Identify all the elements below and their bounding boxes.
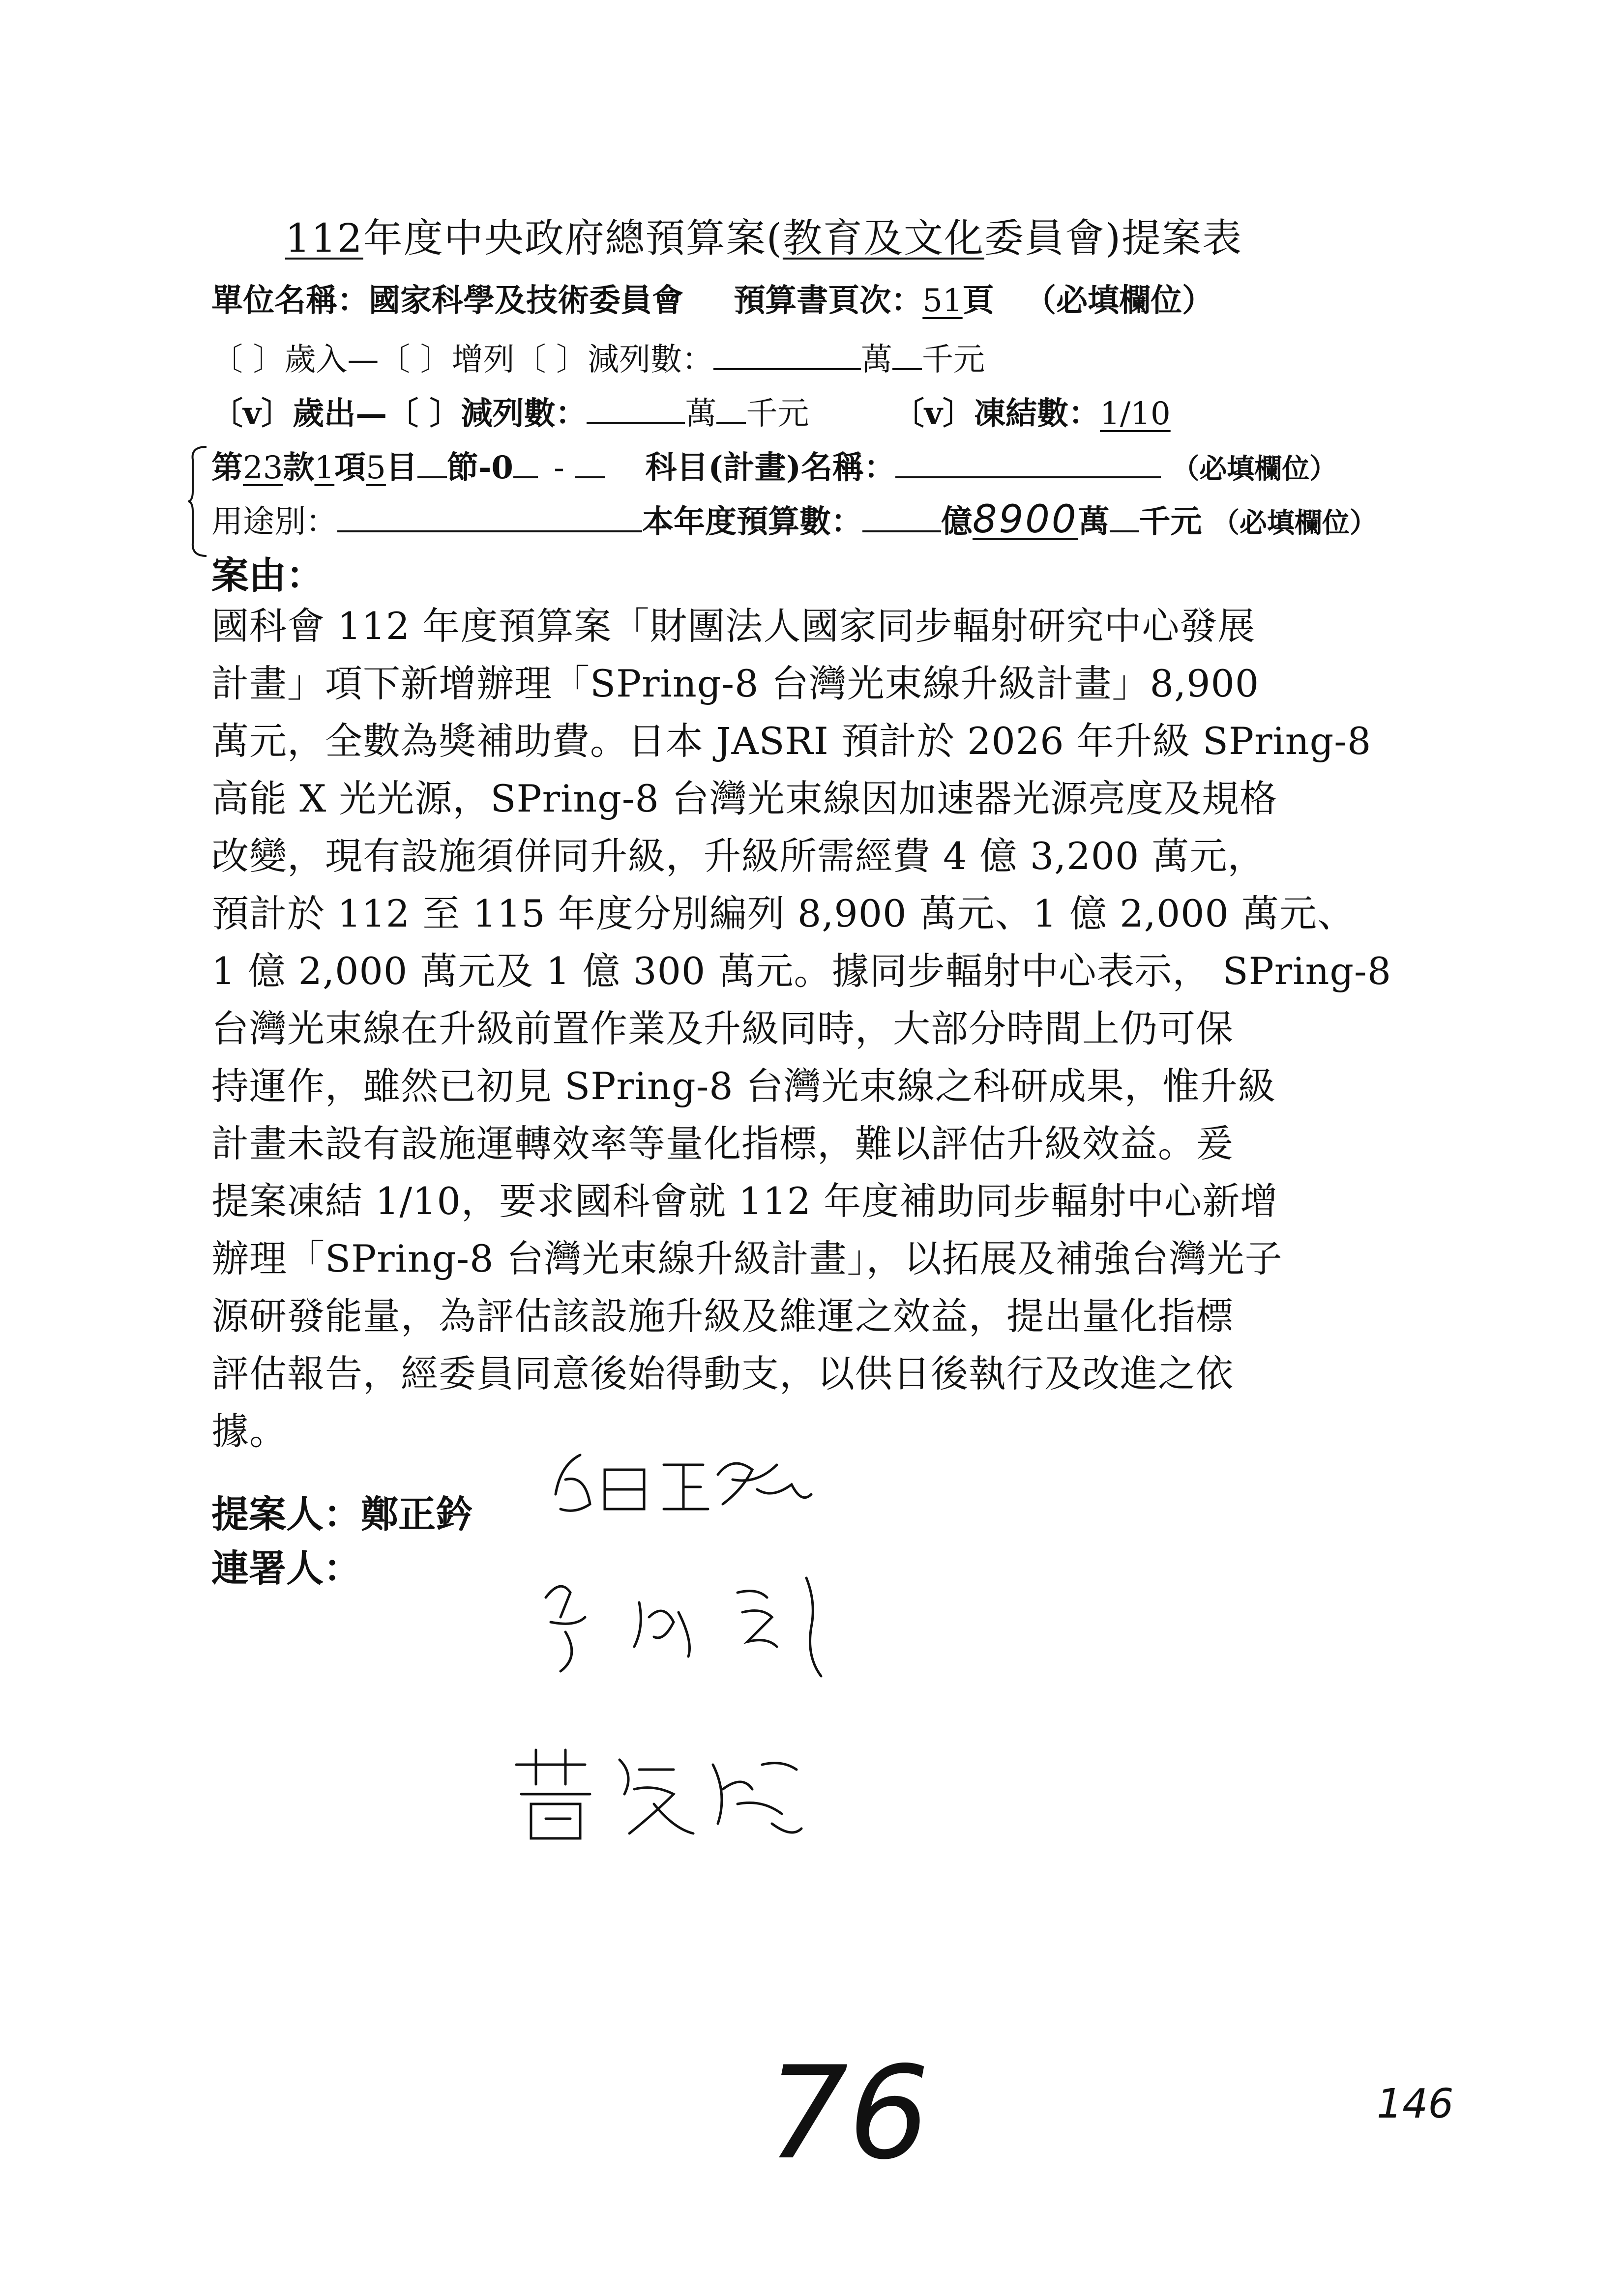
revenue-wan-blank — [713, 339, 861, 370]
cosigner-signature-1 — [531, 1558, 846, 1686]
expenditure-qian-unit: 千元 — [746, 396, 809, 432]
title-committee: 教育及文化 — [782, 215, 984, 261]
case-heading: 案由： — [211, 553, 324, 597]
case-body — [211, 597, 1421, 1460]
subject-name-blank — [895, 447, 1161, 478]
expenditure-qian-blank — [716, 393, 746, 424]
proposer-line — [211, 1484, 473, 1538]
dash-blank — [575, 447, 605, 478]
freeze-label: 〔v〕凍結數： — [892, 395, 1100, 432]
yi-unit: 億 — [941, 503, 973, 540]
body-line: 提案凍結 1/10，要求國科會就 112 年度補助同步輻射中心新增 — [211, 1179, 1278, 1223]
title-year: 112 — [285, 215, 363, 261]
revenue-qian-unit: 千元 — [922, 342, 985, 378]
subject-required-note: （必填欄位） — [1172, 453, 1337, 485]
expenditure-line — [211, 388, 1171, 434]
bracket-decoration — [188, 445, 207, 558]
revenue-text: 〔 〕歲入—〔 〕增列〔 〕減列數： — [211, 342, 714, 378]
title-suffix: 委員會)提案表 — [984, 215, 1243, 261]
jie-blank — [417, 447, 447, 478]
body-line: 計畫未設有設施運轉效率等量化指標，難以評估升級效益。爰 — [211, 1122, 1234, 1165]
proposer-name: 鄭正鈐 — [361, 1492, 473, 1536]
kuan-unit: 款 — [283, 449, 315, 486]
page-number-large: 76 — [767, 2039, 930, 2188]
freeze-value: 1/10 — [1100, 396, 1171, 432]
body-line: 源研發能量，為評估該設施升級及維運之效益，提出量化指標 — [211, 1294, 1234, 1338]
usage-label: 用途別： — [211, 504, 337, 540]
revenue-line — [211, 334, 985, 379]
kuan-value: 23 — [243, 450, 283, 486]
body-line: 改變，現有設施須併同升級，升級所需經費 4 億 3,200 萬元， — [211, 834, 1266, 878]
unit-label: 單位名稱：國家科學及技術委員會 — [211, 282, 683, 319]
usage-required-note: （必填欄位） — [1211, 507, 1377, 539]
body-line: 持運作，雖然已初見 SPring-8 台灣光束線之科研成果，惟升級 — [211, 1064, 1276, 1108]
jie-sub-blank — [513, 447, 538, 478]
body-line: 台灣光束線在升級前置作業及升級同時，大部分時間上仍可保 — [211, 1007, 1234, 1050]
body-line: 萬元，全數為獎補助費。日本 JASRI 預計於 2026 年升級 SPring-8 — [211, 719, 1372, 763]
subject-line — [211, 442, 1337, 488]
dash: - — [554, 450, 564, 486]
qian-unit: 千元 — [1139, 503, 1202, 540]
body-line: 1 億 2,000 萬元及 1 億 300 萬元。據同步輻射中心表示， SPring-8 — [211, 949, 1392, 993]
page-unit: 頁 — [962, 282, 994, 319]
body-line: 辦理「SPring-8 台灣光束線升級計畫」，以拓展及補強台灣光子 — [211, 1237, 1283, 1280]
body-line: 預計於 112 至 115 年度分別編列 8,900 萬元、1 億 2,000 萬元、 — [211, 892, 1356, 935]
jie-unit: 節-0 — [446, 449, 513, 486]
proposer-signature — [546, 1435, 821, 1534]
xiang-unit: 項 — [334, 449, 366, 486]
expenditure-wan-unit: 萬 — [685, 396, 717, 432]
cosigner-label: 連署人： — [211, 1546, 361, 1590]
document-title — [285, 206, 1242, 263]
revenue-qian-blank — [892, 339, 922, 370]
qian-blank — [1110, 501, 1139, 532]
expenditure-text: 〔v〕歲出—〔 〕減列數： — [211, 395, 587, 432]
expenditure-wan-blank — [587, 393, 685, 424]
proposer-label: 提案人： — [211, 1492, 361, 1536]
handwritten-amount: 8900 — [973, 497, 1078, 542]
body-line: 計畫」項下新增辦理「SPring-8 台灣光束線升級計畫」8,900 — [211, 662, 1260, 705]
body-line: 據。 — [211, 1409, 287, 1453]
kuan-label: 第 — [211, 449, 243, 486]
page-value: 51 — [922, 283, 963, 319]
xiang-value: 1 — [314, 450, 335, 486]
required-note: （必填欄位） — [1025, 282, 1213, 319]
mu-value: 5 — [366, 450, 386, 486]
budget-label: 本年度預算數： — [642, 503, 862, 540]
unit-line — [211, 275, 1213, 320]
revenue-wan-unit: 萬 — [861, 342, 893, 378]
usage-blank — [337, 501, 642, 532]
page-number-small: 146 — [1377, 2081, 1454, 2127]
cosigner-signature-2 — [506, 1735, 821, 1853]
usage-line — [211, 496, 1377, 542]
body-line: 高能 X 光光源，SPring-8 台灣光束線因加速器光源亮度及規格 — [211, 777, 1278, 820]
body-line: 國科會 112 年度預算案「財團法人國家同步輻射研究中心發展 — [211, 604, 1256, 648]
title-prefix: 年度中央政府總預算案( — [363, 215, 783, 261]
wan-unit: 萬 — [1078, 503, 1110, 540]
subject-name-label: 科目(計畫)名稱： — [645, 449, 895, 486]
body-line: 評估報告，經委員同意後始得動支，以供日後執行及改進之依 — [211, 1352, 1234, 1395]
page-label: 預算書頁次： — [734, 282, 923, 319]
yi-blank — [862, 501, 941, 532]
mu-unit: 目 — [385, 449, 417, 486]
